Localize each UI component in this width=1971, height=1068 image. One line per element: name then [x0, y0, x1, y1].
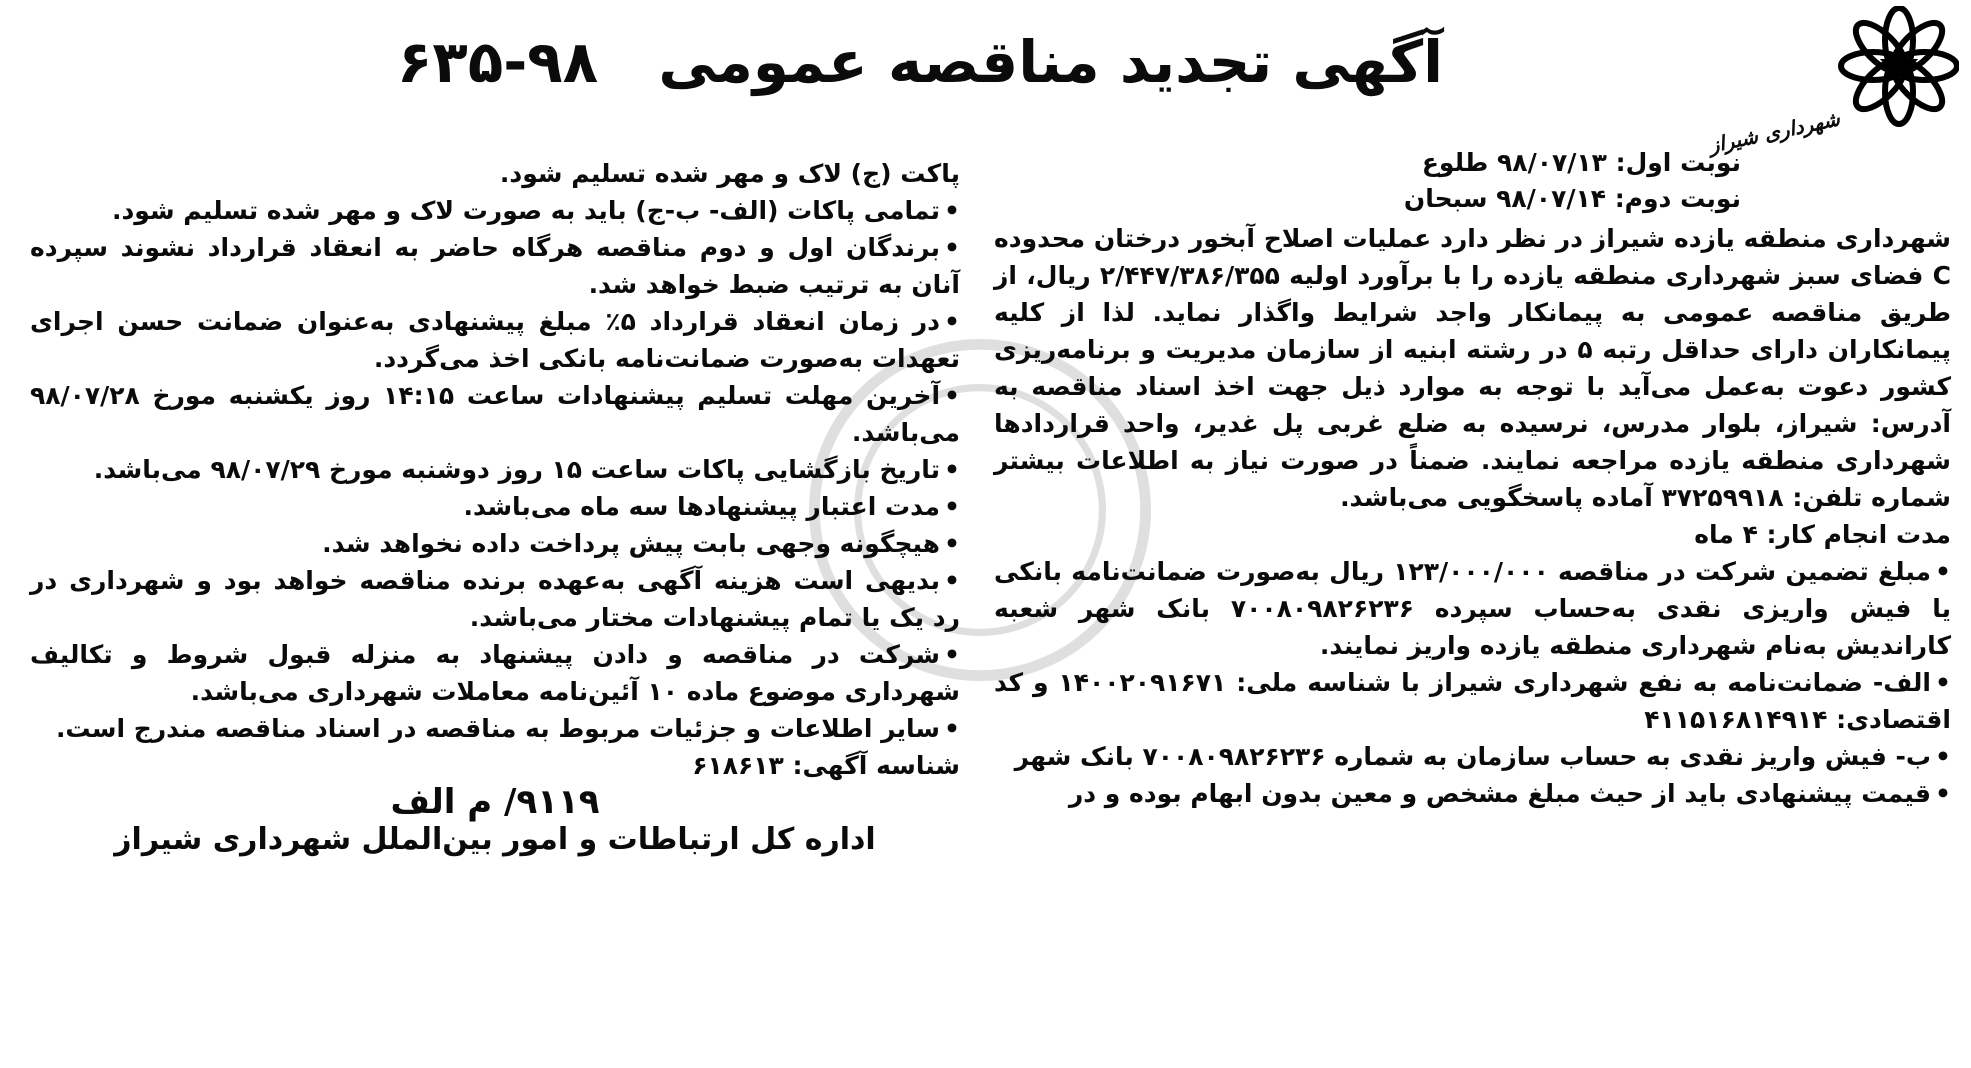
work-duration: مدت انجام کار: ۴ ماه	[1694, 520, 1951, 549]
list-item: • تمامی پاکات (الف- ب-ج) باید به صورت لاک و مهر شده تسلیم شود.	[30, 192, 960, 229]
list-item: • آخرین مهلت تسلیم پیشنهادات ساعت ۱۴:۱۵ روز یکشنبه مورخ ۹۸/۰۷/۲۸ می‌باشد.	[30, 377, 960, 451]
continuation-text: پاکت (ج) لاک و مهر شده تسلیم شود.	[499, 159, 960, 188]
title-text: آگهی تجدید مناقصه عمومی	[658, 28, 1443, 96]
ad-id: شناسه آگهی: ۶۱۸۶۱۳	[692, 751, 960, 780]
list-item: • در زمان انعقاد قرارداد ۵٪ مبلغ پیشنهادی به‌عنوان ضمانت حسن اجرای تعهدات به‌صورت ضمانت‌نامه بانکی اخذ می‌گردد.	[30, 303, 960, 377]
round-second: نوبت دوم: ۹۸/۰۷/۱۴ سبحان	[1403, 184, 1741, 213]
tender-number: ۶۳۵-۹۸	[397, 28, 599, 96]
guarantee-amount: • مبلغ تضمین شرکت در مناقصه ۱۲۳/۰۰۰/۰۰۰ ریال به‌صورت ضمانت‌نامه بانکی یا فیش واریزی نقدی به‌حساب سپرده ۷۰۰۸۰۹۸۲۶۲۳۶ بانک شهر شعبه کارانديش به‌نام شهرداری منطقه یازده واریز نمایند.	[994, 553, 1951, 664]
issuer-signature: اداره کل ارتباطات و امور بین‌الملل شهرداری شیراز	[114, 822, 876, 857]
page-title	[380, 28, 1460, 96]
list-item: • شرکت در مناقصه و دادن پیشنهاد به منزله قبول شروط و تکالیف شهرداری موضوع ماده ۱۰ آئین‌نامه معاملات شهرداری می‌باشد.	[30, 636, 960, 710]
list-item: • هیچگونه وجهی بابت پیش پرداخت داده نخواهد شد.	[30, 525, 960, 562]
logo-caption: شهرداری شیراز	[1707, 106, 1843, 158]
intro-paragraph: شهرداری منطقه یازده شیراز در نظر دارد عملیات اصلاح آبخور درختان محدوده C فضای سبز شهرداری منطقه یازده را با برآورد اولیه ۲/۴۴۷/۳۸۶/۳۵۵ ریال، از طریق مناقصه عمومی به پیمانکار واجد شرایط واگذار نماید. لذا از کلیه پیمانکاران دارای حداقل رتبه ۵ در رشته ابنیه از سازمان مدیریت و برنامه‌ریزی کشور دعوت به‌عمل می‌آید با توجه به موارد ذیل جهت اخذ اسناد مناقصه به آدرس: شیراز، بلوار مدرس، نرسیده به ضلع غربی پل غدیر، واحد قراردادها شهرداری منطقه یازده مراجعه نمایند. ضمناً در صورت نیاز به اطلاعات بیشتر شماره تلفن: ۳۷۲۵۹۹۱۸ آماده پاسخگویی می‌باشد.	[994, 224, 1951, 512]
price-note: • قیمت پیشنهادی باید از حیث مبلغ مشخص و معین بدون ابهام بوده و در	[994, 775, 1951, 812]
guarantee-option-a: • الف- ضمانت‌نامه به نفع شهرداری شیراز با شناسه ملی: ۱۴۰۰۲۰۹۱۶۷۱ و کد اقتصادی: ۴۱۱۵۱۶۸۱۴۹۱۴	[994, 664, 1951, 738]
list-item: • بدیهی است هزینه آگهی به‌عهده برنده مناقصه خواهد بود و شهرداری در رد یک یا تمام پیشنهادات مختار می‌باشد.	[30, 562, 960, 636]
guarantee-option-b: • ب- فیش واریز نقدی به حساب سازمان به شماره ۷۰۰۸۰۹۸۲۶۲۳۶ بانک شهر	[994, 738, 1951, 775]
list-item: • برندگان اول و دوم مناقصه هرگاه حاضر به انعقاد قرارداد نشوند سپرده آنان به ترتیب ضبط خواهد شد.	[30, 229, 960, 303]
left-column	[30, 155, 960, 858]
municipality-logo	[1779, 6, 1959, 166]
list-item: • سایر اطلاعات و جزئیات مربوط به مناقصه در اسناد مناقصه مندرج است.	[30, 710, 960, 747]
list-item: • مدت اعتبار پیشنهادها سه ماه می‌باشد.	[30, 488, 960, 525]
round-first: نوبت اول: ۹۸/۰۷/۱۳ طلوع	[1421, 148, 1741, 177]
right-column	[994, 220, 1951, 812]
list-item: • تاریخ بازگشایی پاکات ساعت ۱۵ روز دوشنبه مورخ ۹۸/۰۷/۲۹ می‌باشد.	[30, 451, 960, 488]
reference-code: ۹۱۱۹/ م الف	[390, 782, 600, 822]
